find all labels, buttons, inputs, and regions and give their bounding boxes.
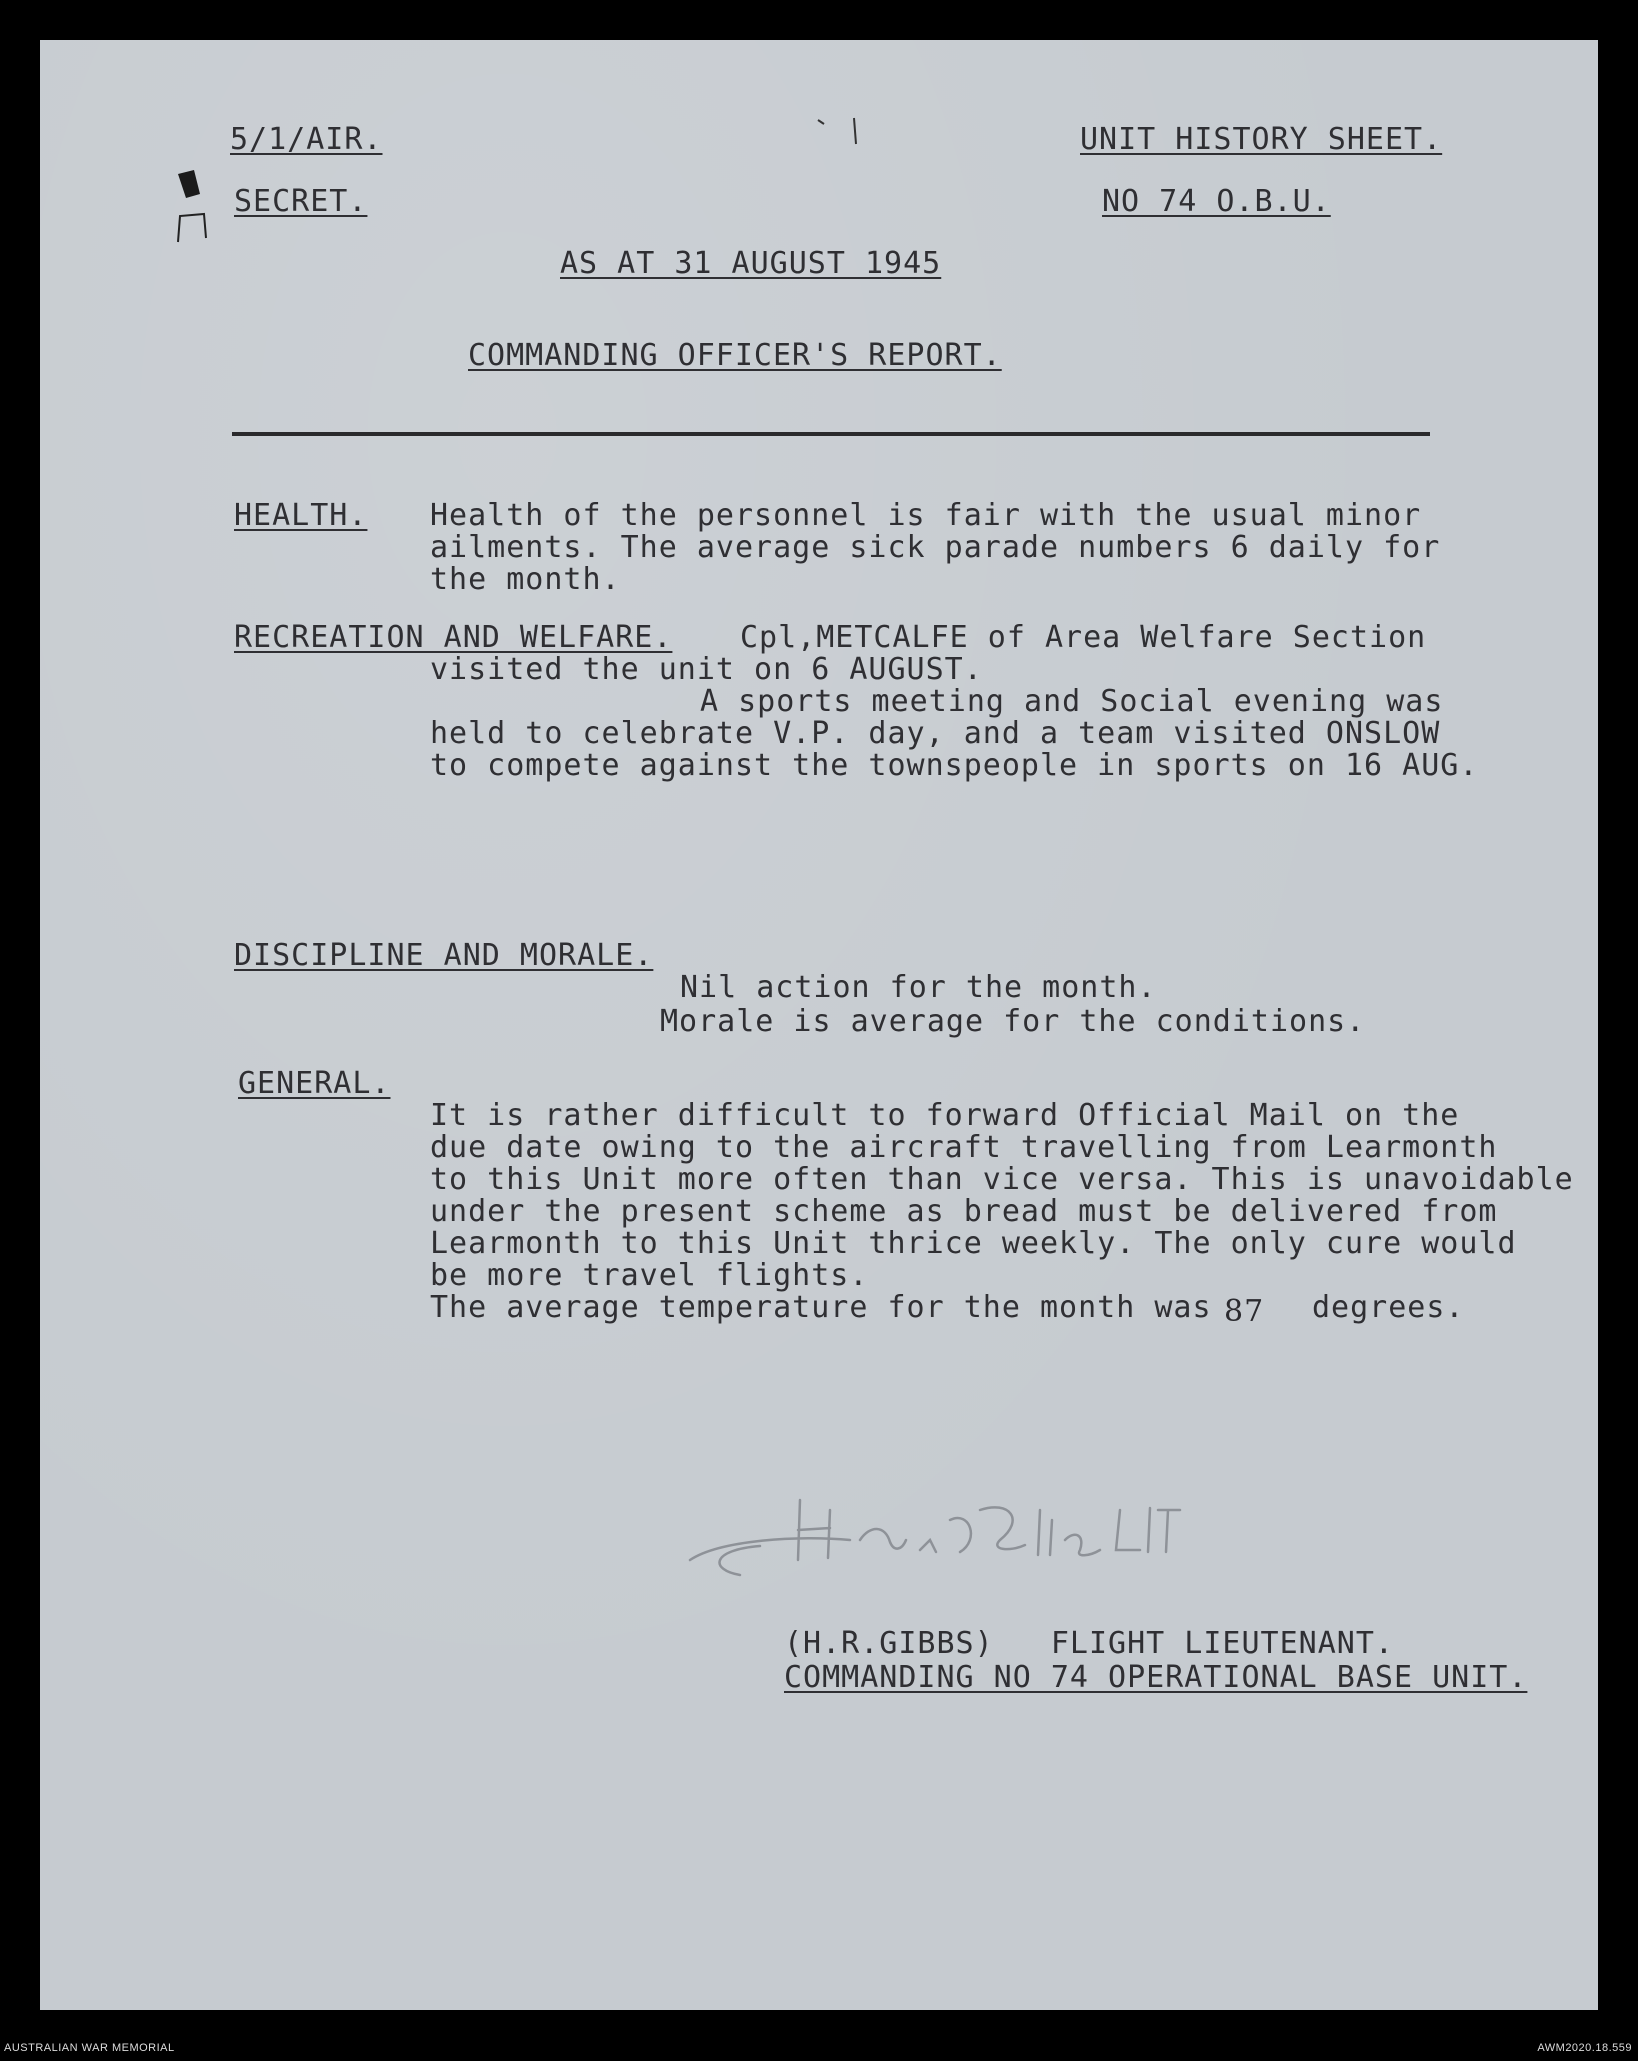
document-page — [40, 40, 1598, 2010]
discipline-line-2: Morale is average for the conditions. — [660, 1004, 1366, 1039]
handwritten-signature — [680, 1480, 1240, 1590]
general-line-3: to this Unit more often than vice versa. This is unavoidable — [430, 1162, 1574, 1197]
temperature-unit: degrees. — [1312, 1290, 1465, 1325]
health-line-3: the month. — [430, 562, 621, 597]
general-line-6: be more travel flights. — [430, 1258, 869, 1293]
recreation-line-3: A sports meeting and Social evening was — [700, 684, 1444, 719]
archive-credit: AUSTRALIAN WAR MEMORIAL — [4, 2042, 175, 2054]
punch-hole-icon — [164, 164, 224, 244]
discipline-heading: DISCIPLINE AND MORALE. — [234, 938, 654, 973]
horizontal-rule — [232, 432, 1430, 436]
general-line-5: Learmonth to this Unit thrice weekly. The only cure would — [430, 1226, 1517, 1261]
general-line-2: due date owing to the aircraft travelling from Learmonth — [430, 1130, 1498, 1165]
recreation-line-4: held to celebrate V.P. day, and a team visited ONSLOW — [430, 716, 1441, 751]
health-line-1: Health of the personnel is fair with the usual minor — [430, 498, 1422, 533]
classification: SECRET. — [234, 184, 368, 219]
archive-reference: AWM2020.18.559 — [1537, 2042, 1632, 2054]
general-heading: GENERAL. — [238, 1066, 391, 1101]
temperature-text: The average temperature for the month was — [430, 1290, 1212, 1325]
recreation-line-1: Cpl,METCALFE of Area Welfare Section — [740, 620, 1427, 655]
report-date: AS AT 31 AUGUST 1945 — [560, 246, 942, 281]
health-line-2: ailments. The average sick parade numbers 6 daily for — [430, 530, 1441, 565]
signatory-name: (H.R.GIBBS) FLIGHT LIEUTENANT. — [784, 1626, 1394, 1661]
sheet-title: UNIT HISTORY SHEET. — [1080, 122, 1443, 157]
discipline-line-1: Nil action for the month. — [680, 970, 1157, 1005]
temperature-value: 87 — [1224, 1294, 1265, 1329]
health-heading: HEALTH. — [234, 498, 368, 533]
recreation-line-2: visited the unit on 6 AUGUST. — [430, 652, 983, 687]
recreation-heading: RECREATION AND WELFARE. — [234, 620, 673, 655]
general-line-4: under the present scheme as bread must be delivered from — [430, 1194, 1498, 1229]
pen-mark-icon — [814, 114, 874, 154]
general-line-1: It is rather difficult to forward Official Mail on the — [430, 1098, 1460, 1133]
signatory-command: COMMANDING NO 74 OPERATIONAL BASE UNIT. — [784, 1660, 1528, 1695]
report-title: COMMANDING OFFICER'S REPORT. — [468, 338, 1002, 373]
file-reference: 5/1/AIR. — [230, 122, 383, 157]
unit-number: NO 74 O.B.U. — [1102, 184, 1331, 219]
recreation-line-5: to compete against the townspeople in sports on 16 AUG. — [430, 748, 1479, 783]
